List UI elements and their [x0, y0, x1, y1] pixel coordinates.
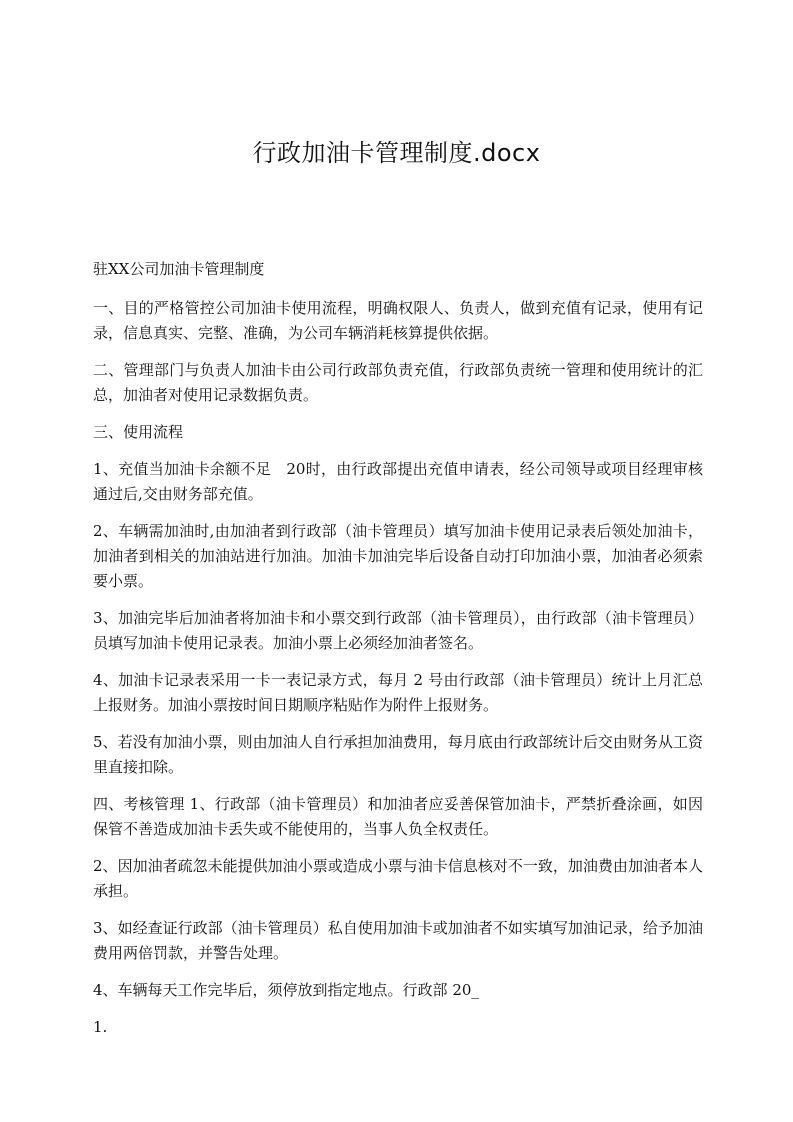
usage-item-5: 5、若没有加油小票，则由加油人自行承担加油费用，每月底由行政部统计后交由财务从工资里直接扣除。 — [93, 733, 703, 776]
usage-item-4: 4、加油卡记录表采用一卡一表记录方式，每月 2 号由行政部（油卡管理员）统计上月汇总上报财务。加油小票按时间日期顺序粘贴作为附件上报财务。 — [93, 671, 703, 714]
usage-item-1: 1、充值当加油卡余额不足 20时，由行政部提出充值申请表，经公司领导或项目经理审核通过后,交由财务部充值。 — [93, 460, 703, 503]
page-number-line: 1. — [93, 1018, 108, 1036]
section-purpose: 一、目的严格管控公司加油卡使用流程，明确权限人、负责人，做到充值有记录，使用有记录，信息真实、完整、准确，为公司车辆消耗核算提供依据。 — [93, 299, 703, 342]
section-management: 二、管理部门与负责人加油卡由公司行政部负责充值，行政部负责统一管理和使用统计的汇总，加油者对使用记录数据负责。 — [93, 361, 703, 404]
assessment-item-4: 4、车辆每天工作完毕后，须停放到指定地点。行政部 20_ — [93, 981, 479, 999]
document-title: 行政加油卡管理制度.docx — [252, 139, 541, 167]
section-assessment: 四、考核管理 1、行政部（油卡管理员）和加油者应妥善保管加油卡，严禁折叠涂画，如因保管不善造成加油卡丢失或不能使用的，当事人负全权责任。 — [93, 795, 703, 838]
usage-item-3: 3、加油完毕后加油者将加油卡和小票交到行政部（油卡管理员），由行政部（油卡管理员）员填写加油卡使用记录表。加油小票上必须经加油者签名。 — [93, 609, 703, 652]
assessment-item-3: 3、如经查证行政部（油卡管理员）私自使用加油卡或加油者不如实填写加油记录，给予加油费用两倍罚款，并警告处理。 — [93, 919, 703, 962]
section-usage-heading: 三、使用流程 — [93, 423, 184, 441]
document-subtitle: 驻XX公司加油卡管理制度 — [93, 260, 265, 278]
assessment-item-2: 2、因加油者疏忽未能提供加油小票或造成小票与油卡信息核对不一致，加油费由加油者本人承担。 — [93, 857, 703, 900]
usage-item-2: 2、车辆需加油时,由加油者到行政部（油卡管理员）填写加油卡使用记录表后领处加油卡，加油者到相关的加油站进行加油。加油卡加油完毕后设备自动打印加油小票，加油者必须索要小票。 — [93, 522, 703, 590]
document-body — [93, 257, 703, 1052]
